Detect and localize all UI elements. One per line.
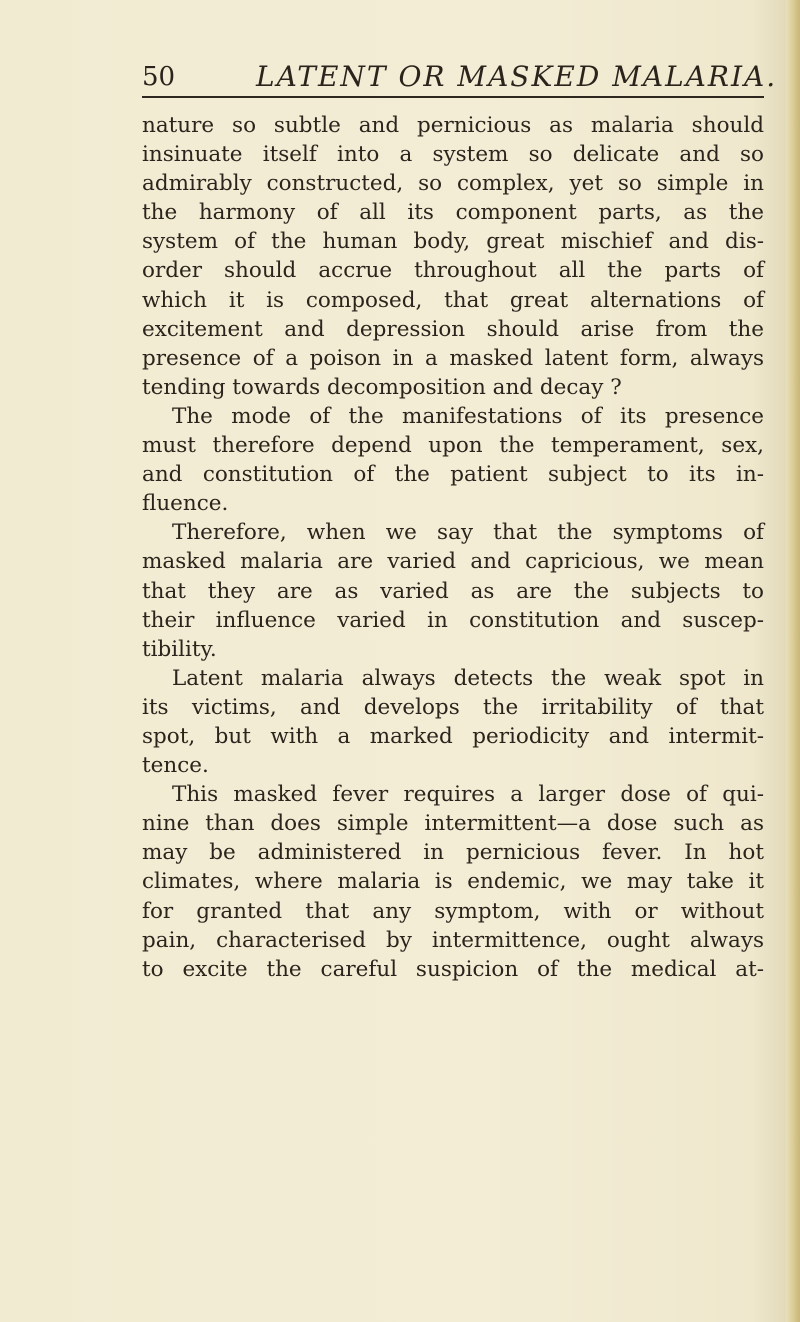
text-line: spot, but with a marked periodicity and intermit- [142,723,764,749]
text-line: system of the human body, great mischief and dis- [142,229,764,255]
text-line: must therefore depend upon the temperament, sex, [142,433,764,459]
text-line: to excite the careful suspicion of the medical at- [142,956,764,982]
header-rule [142,96,764,98]
text-line: This masked fever requires a larger dose of qui- [172,782,764,808]
text-line: their influence varied in constitution and suscep- [142,607,764,633]
page-number: 50 [142,62,176,92]
text-line: for granted that any symptom, with or without [142,898,764,924]
text-line: insinuate itself into a system so delicate and so [142,142,764,168]
text-line: presence of a poison in a masked latent form, always [142,345,764,371]
text-line: nine than does simple intermittent—a dose such as [142,811,764,837]
text-line: which it is composed, that great alternations of [142,287,764,313]
page-header [142,60,778,96]
text-line: fluence. [142,491,229,517]
running-head: LATENT OR MASKED MALARIA. [256,60,778,93]
text-line: excitement and depression should arise from the [142,316,764,342]
text-line: tence. [142,753,209,779]
text-line: its victims, and develops the irritability of that [142,694,764,720]
text-line: order should accrue throughout all the parts of [142,258,764,284]
text-line: tibility. [142,636,217,662]
text-line: tending towards decomposition and decay ? [142,374,622,400]
text-line: may be administered in pernicious fever. In hot [142,840,764,866]
text-line: pain, characterised by intermittence, ought always [142,927,764,953]
page-edge [786,0,800,1322]
text-line: the harmony of all its component parts, as the [142,200,764,226]
text-line: Therefore, when we say that the symptoms of [172,520,764,546]
text-line: admirably constructed, so complex, yet so simple in [142,171,764,197]
text-line: and constitution of the patient subject to its in- [142,462,764,488]
text-line: nature so subtle and pernicious as malaria should [142,113,764,138]
text-line: masked malaria are varied and capricious, we mean [142,549,764,575]
body-text [142,111,764,984]
text-line: The mode of the manifestations of its presence [172,403,764,429]
text-line: that they are as varied as are the subjects to [142,578,764,604]
text-line: climates, where malaria is endemic, we may take it [142,869,764,895]
text-line: Latent malaria always detects the weak spot in [172,665,764,691]
